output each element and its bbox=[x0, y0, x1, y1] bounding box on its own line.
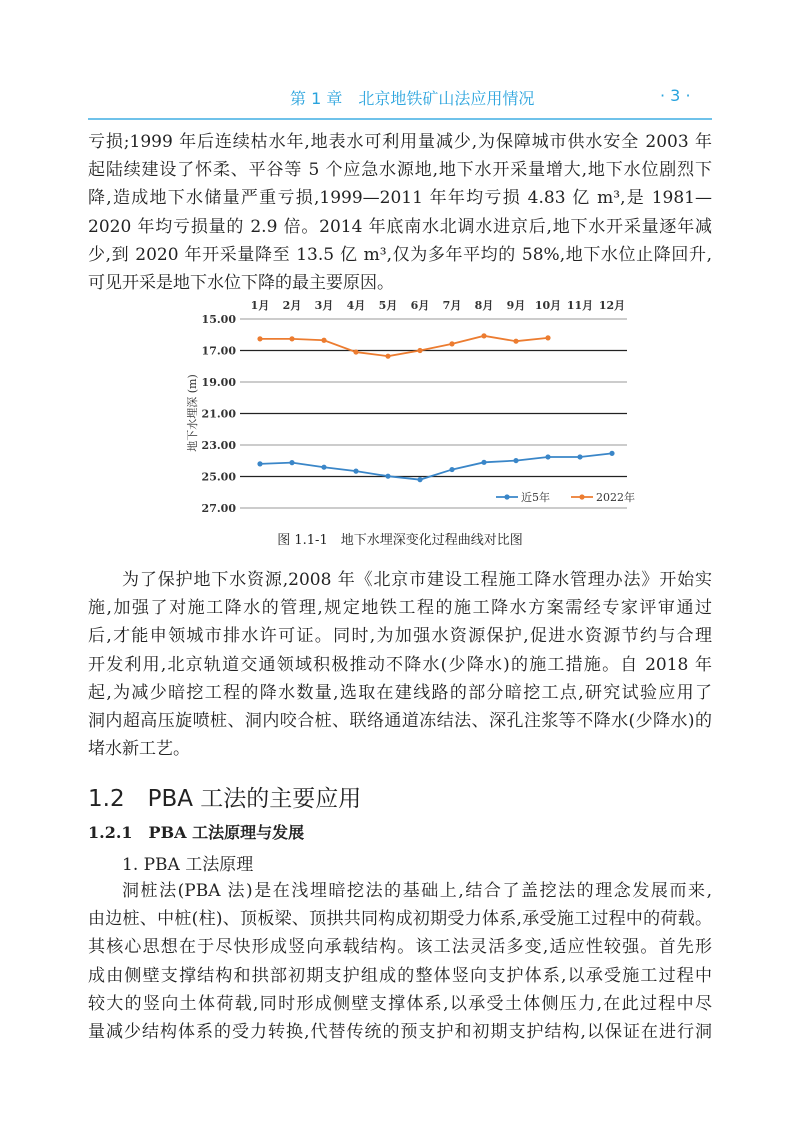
x-tick-label: 11月 bbox=[566, 299, 594, 312]
data-point bbox=[385, 354, 390, 359]
data-point bbox=[257, 461, 262, 466]
series-line-1 bbox=[260, 336, 548, 356]
data-point bbox=[257, 336, 262, 341]
legend-marker bbox=[504, 494, 509, 499]
text-line: 量减少结构体系的受力转换,代替传统的预支护和初期支护结构,以保证在进行洞 bbox=[88, 1022, 712, 1042]
text-line: 降,造成地下水储量严重亏损,1999—2011 年年均亏损 4.83 亿 m³,是 1981— bbox=[88, 188, 712, 209]
legend-marker bbox=[579, 494, 584, 499]
x-tick-label: 4月 bbox=[346, 299, 366, 312]
data-point bbox=[449, 341, 454, 346]
y-tick-label: 25.00 bbox=[201, 470, 236, 484]
text-line: 少,到 2020 年开采量降至 13.5 亿 m³,仅为多年平均的 58%,地下水位止降回升, bbox=[88, 244, 712, 265]
section-heading: 1.2 PBA 工法的主要应用 bbox=[88, 786, 362, 812]
y-tick-label: 21.00 bbox=[201, 407, 236, 421]
data-point bbox=[577, 454, 582, 459]
x-tick-label: 6月 bbox=[410, 299, 430, 312]
data-point bbox=[321, 465, 326, 470]
data-point bbox=[321, 338, 326, 343]
text-line: 由边桩、中桩(柱)、顶板梁、顶拱共同构成初期受力体系,承受施工过程中的荷载。 bbox=[88, 909, 712, 930]
data-point bbox=[417, 348, 422, 353]
text-line: 施,加强了对施工降水的管理,规定地铁工程的施工降水方案需经专家评审通过 bbox=[88, 598, 712, 619]
text-line: 起陆续建设了怀柔、平谷等 5 个应急水源地,地下水开采量增大,地下水位剧烈下 bbox=[88, 160, 712, 181]
data-point bbox=[289, 336, 294, 341]
text-line: 2020 年均亏损量的 2.9 倍。2014 年底南水北调水进京后,地下水开采量逐年减 bbox=[88, 216, 712, 237]
data-point bbox=[513, 339, 518, 344]
page-number: · 3 · bbox=[660, 86, 691, 105]
x-tick-label: 2月 bbox=[282, 299, 302, 312]
text-line: 较大的竖向土体荷载,同时形成侧壁支撑体系,以承受土体侧压力,在此过程中尽 bbox=[88, 993, 712, 1014]
x-tick-label: 3月 bbox=[314, 299, 334, 312]
legend-label: 2022年 bbox=[596, 491, 635, 504]
x-tick-label: 12月 bbox=[598, 299, 626, 312]
x-tick-label: 10月 bbox=[534, 299, 562, 312]
text-line: 亏损;1999 年后连续枯水年,地表水可利用量减少,为保障城市供水安全 2003 年 bbox=[88, 132, 712, 152]
y-tick-label: 27.00 bbox=[201, 502, 236, 515]
y-tick-label: 17.00 bbox=[201, 344, 236, 358]
text-line: 洞内超高压旋喷桩、洞内咬合桩、联络通道冻结法、深孔注浆等不降水(少降水)的 bbox=[88, 711, 712, 731]
data-point bbox=[481, 333, 486, 338]
x-tick-label: 9月 bbox=[506, 299, 526, 312]
y-axis-title: 地下水埋深 (m) bbox=[186, 374, 199, 452]
x-tick-label: 8月 bbox=[474, 299, 494, 312]
text-line: 起,为减少暗挖工程的降水数量,选取在建线路的部分暗挖工点,研究试验应用了 bbox=[88, 682, 712, 703]
legend-label: 近5年 bbox=[521, 491, 550, 504]
x-tick-label: 5月 bbox=[378, 299, 398, 312]
item-heading: 1. PBA 工法原理 bbox=[122, 855, 254, 875]
x-tick-label: 1月 bbox=[250, 299, 270, 312]
text-line: 堵水新工艺。 bbox=[88, 739, 190, 760]
text-line: 成由侧壁支撑结构和拱部初期支护组成的整体竖向支护体系,以承受施工过程中 bbox=[88, 965, 712, 986]
text-line: 后,才能申领城市排水许可证。同时,为加强水资源保护,促进水资源节约与合理 bbox=[88, 626, 712, 647]
data-point bbox=[353, 349, 358, 354]
y-tick-label: 23.00 bbox=[201, 439, 236, 452]
subsection-heading: 1.2.1 PBA 工法原理与发展 bbox=[88, 823, 305, 842]
data-point bbox=[385, 474, 390, 479]
data-point bbox=[481, 460, 486, 465]
y-tick-label: 15.00 bbox=[201, 313, 236, 326]
y-tick-label: 19.00 bbox=[201, 376, 236, 389]
text-line: 可见开采是地下水位下降的最主要原因。 bbox=[88, 273, 394, 293]
data-point bbox=[417, 477, 422, 482]
text-line: 洞桩法(PBA 法)是在浅埋暗挖法的基础上,结合了盖挖法的理念发展而来, bbox=[122, 881, 712, 901]
data-point bbox=[289, 460, 294, 465]
chapter-header: 第 1 章 北京地铁矿山法应用情况 bbox=[290, 89, 535, 108]
data-point bbox=[353, 469, 358, 474]
figure-caption: 图 1.1-1 地下水埋深变化过程曲线对比图 bbox=[277, 533, 523, 548]
data-point bbox=[513, 458, 518, 463]
data-point bbox=[609, 451, 614, 456]
data-point bbox=[545, 454, 550, 459]
x-tick-label: 7月 bbox=[442, 299, 462, 312]
data-point bbox=[545, 335, 550, 340]
text-line: 开发利用,北京轨道交通领域积极推动不降水(少降水)的施工措施。自 2018 年 bbox=[88, 654, 712, 675]
data-point bbox=[449, 467, 454, 472]
text-line: 为了保护地下水资源,2008 年《北京市建设工程施工降水管理办法》开始实 bbox=[122, 570, 712, 590]
groundwater-depth-chart bbox=[0, 0, 800, 530]
text-line: 其核心思想在于尽快形成竖向承载结构。该工法灵活多变,适应性较强。首先形 bbox=[88, 937, 712, 958]
series-line-0 bbox=[260, 453, 612, 479]
